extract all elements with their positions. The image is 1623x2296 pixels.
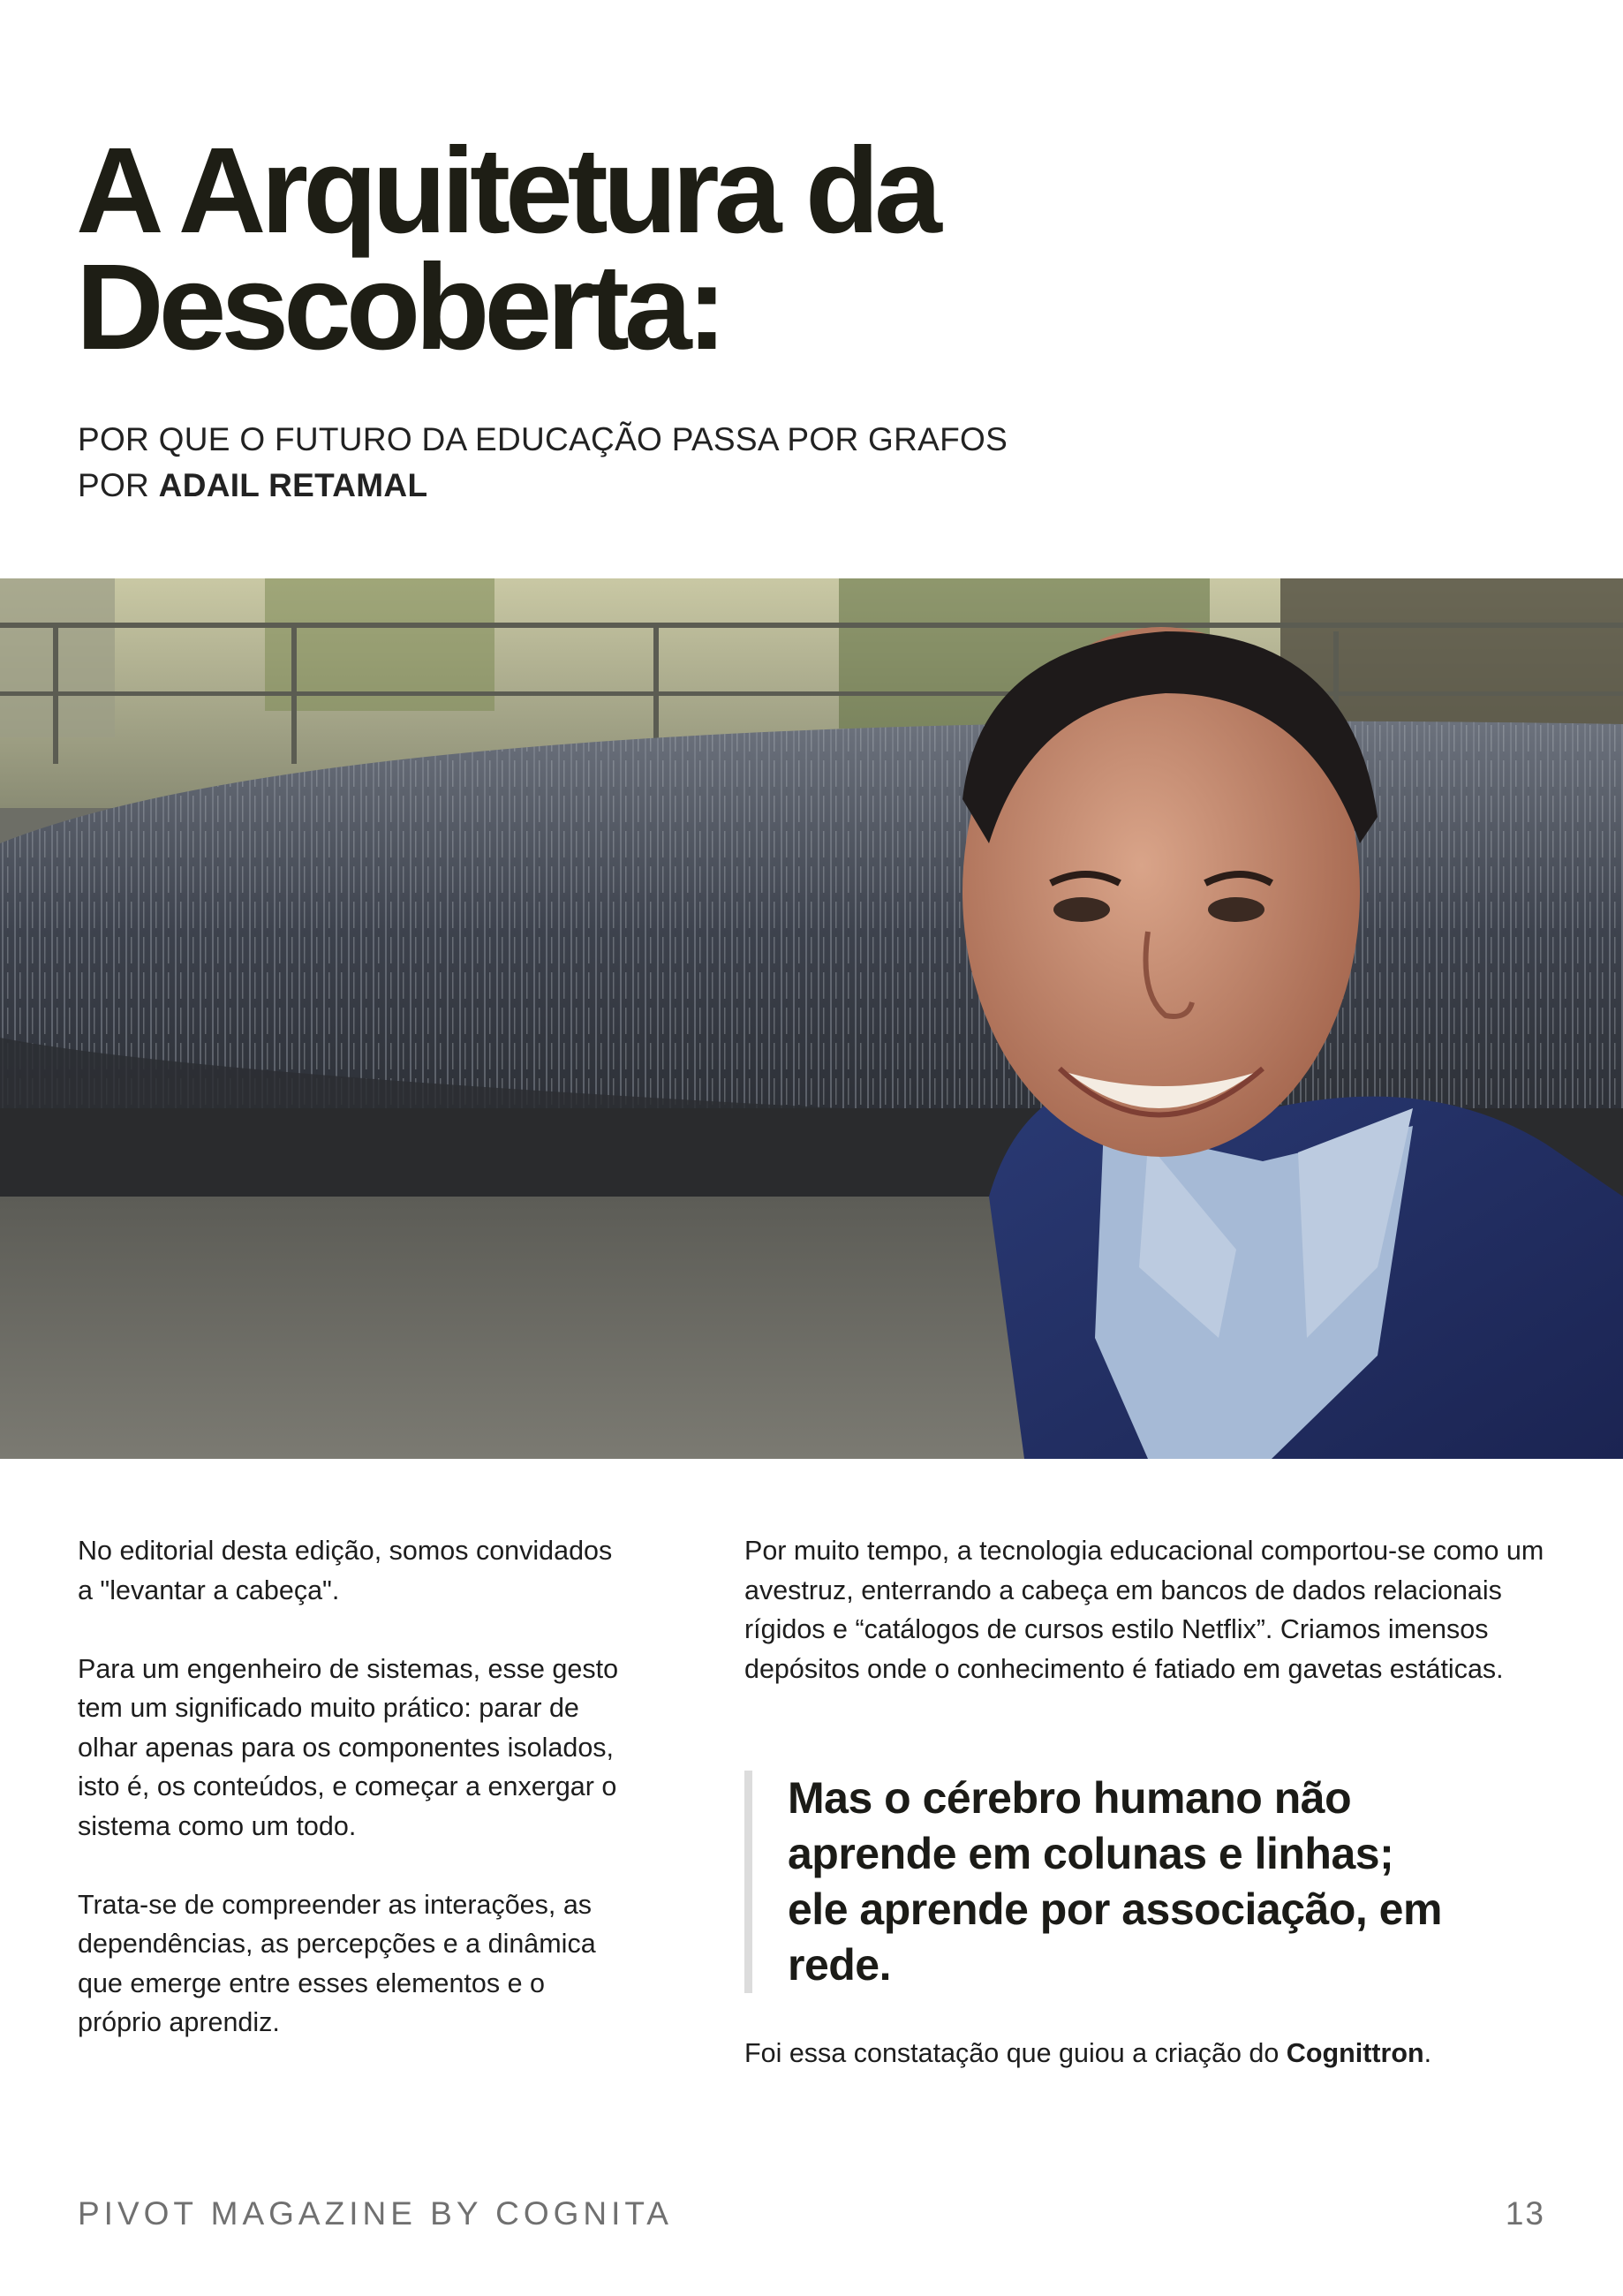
footer-magazine-name: PIVOT MAGAZINE BY COGNITA <box>78 2195 673 2232</box>
title-line-1: A Arquitetura da <box>76 123 937 259</box>
article-subtitle <box>78 417 1226 509</box>
right-paragraph-1: Por muito tempo, a tecnologia educacional comportou-se como um avestruz, enterrando a cabeça em bancos de dados relacionais rígidos e “catálogos de cursos estilo Netflix”. Criamos imensos depósitos onde o conhecimento é fatiado em gavetas estáticas. <box>744 1536 1544 1684</box>
product-name: Cognittron <box>1286 2038 1424 2068</box>
byline-prefix: POR <box>78 467 159 503</box>
left-paragraph-1: No editorial desta edição, somos convidados a "levantar a cabeça". <box>78 1536 613 1605</box>
page-number: 13 <box>1505 2195 1545 2232</box>
subtitle-headline: POR QUE O FUTURO DA EDUCAÇÃO PASSA POR GRAFOS <box>78 421 1008 457</box>
closing-paragraph <box>744 2034 1557 2073</box>
author-name: ADAIL RETAMAL <box>158 467 428 503</box>
left-column <box>78 1531 625 2081</box>
author-photo <box>0 578 1623 1459</box>
closing-period: . <box>1423 2038 1432 2068</box>
title-line-2: Descoberta: <box>76 239 722 375</box>
byline <box>78 463 1226 509</box>
left-paragraph-2: Para um engenheiro de sistemas, esse gesto tem um significado muito prático: parar de olhar apenas para os componentes isolados, isto é, os conteúdos, e começar a enxergar o sistema como um todo. <box>78 1653 619 1841</box>
right-column <box>744 1531 1557 1728</box>
article-title <box>76 123 1136 375</box>
pull-quote: Mas o cérebro humano não aprende em colunas e linhas; ele aprende por associação, em rede. <box>744 1771 1459 1993</box>
left-paragraph-3: Trata-se de compreender as interações, as dependências, as percepções e a dinâmica que emerge entre esses elementos e o próprio aprendiz. <box>78 1889 596 2037</box>
closing-text: Foi essa constatação que guiou a criação do <box>744 2038 1287 2068</box>
